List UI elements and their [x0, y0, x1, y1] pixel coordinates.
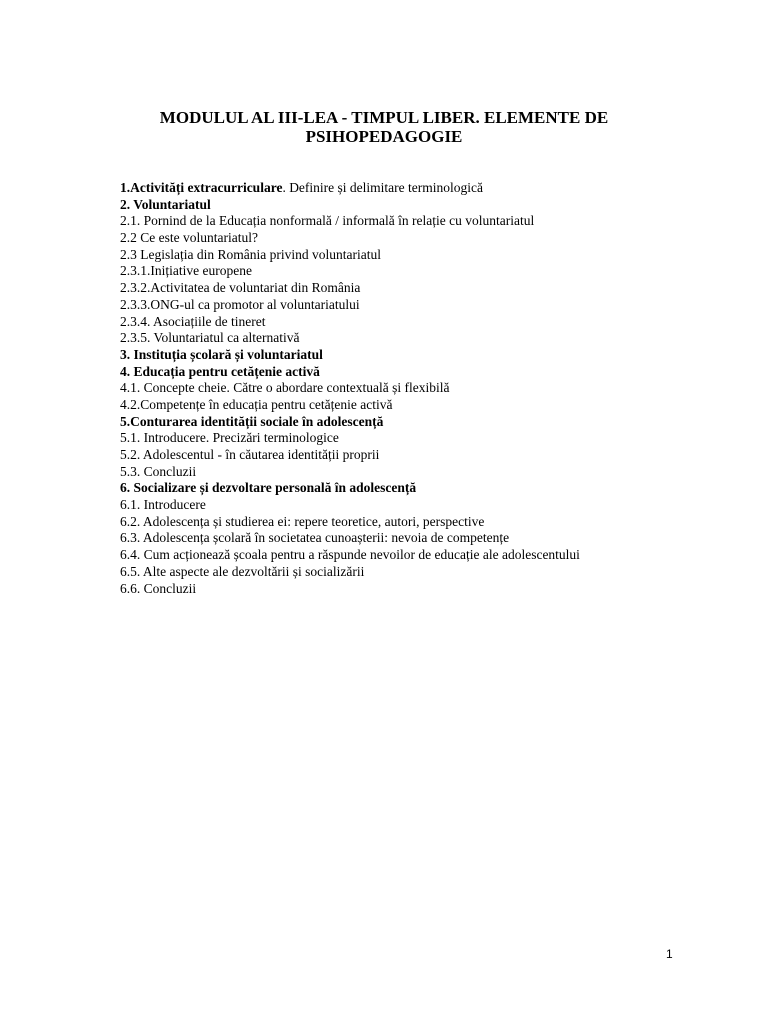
toc-subsection: 6.3. Adolescența școlară în societatea cunoașterii: nevoia de competențe — [120, 530, 510, 546]
toc-subsection: 2.3.3.ONG-ul ca promotor al voluntariatului — [120, 296, 360, 312]
toc-subsection: 6.1. Introducere — [120, 497, 206, 513]
document-title: MODULUL AL III-LEA - TIMPUL LIBER. ELEMENTE DE PSIHOPEDAGOGIE — [159, 108, 609, 146]
toc-section-heading: 5.Conturarea identității sociale în adolescență — [120, 413, 384, 429]
toc-subsection: 2.1. Pornind de la Educația nonformală / informală în relație cu voluntariatul — [120, 213, 535, 229]
page-number: 1 — [666, 947, 673, 961]
toc-subsection: 2.3.5. Voluntariatul ca alternativă — [120, 330, 300, 346]
toc-subsection: 6.6. Concluzii — [120, 580, 197, 596]
toc-subsection: 6.4. Cum acționează școala pentru a răspunde nevoilor de educație ale adolescentului — [120, 547, 580, 563]
toc-section-heading: 3. Instituția școlară și voluntariatul — [120, 346, 323, 362]
toc-section-heading: 4. Educația pentru cetățenie activă — [120, 363, 320, 379]
toc-subsection: 6.2. Adolescența și studierea ei: repere teoretice, autori, perspective — [120, 513, 485, 529]
toc-subsection: 5.2. Adolescentul - în căutarea identității proprii — [120, 447, 380, 462]
toc-subsection: 2.3 Legislația din România privind voluntariatul — [120, 246, 381, 262]
toc-item-1-heading: 1.Activități extracurriculare — [120, 180, 283, 195]
toc-subsection: 2.2 Ce este voluntariatul? — [120, 230, 258, 246]
toc-subsection: 2.3.4. Asociațiile de tineret — [120, 313, 266, 329]
toc-subsection: 5.3. Concluzii — [120, 463, 197, 479]
table-of-contents — [120, 180, 680, 597]
toc-subsection: 5.1. Introducere. Precizări terminologice — [120, 430, 339, 446]
toc-item-1 — [120, 180, 680, 197]
toc-item-1-description: . Definire și delimitare terminologică — [282, 180, 483, 195]
toc-section-heading: 2. Voluntariatul — [120, 196, 211, 212]
toc-section-heading: 6. Socializare și dezvoltare personală în adolescență — [120, 480, 417, 496]
toc-subsection: 2.3.1.Inițiative europene — [120, 263, 252, 279]
toc-subsection: 4.2.Competențe în educația pentru cetățenie activă — [120, 396, 393, 412]
toc-subsection: 6.5. Alte aspecte ale dezvoltării și socializării — [120, 563, 365, 579]
toc-subsection: 2.3.2.Activitatea de voluntariat din România — [120, 280, 361, 296]
toc-subsection: 4.1. Concepte cheie. Către o abordare contextuală și flexibilă — [120, 380, 450, 396]
